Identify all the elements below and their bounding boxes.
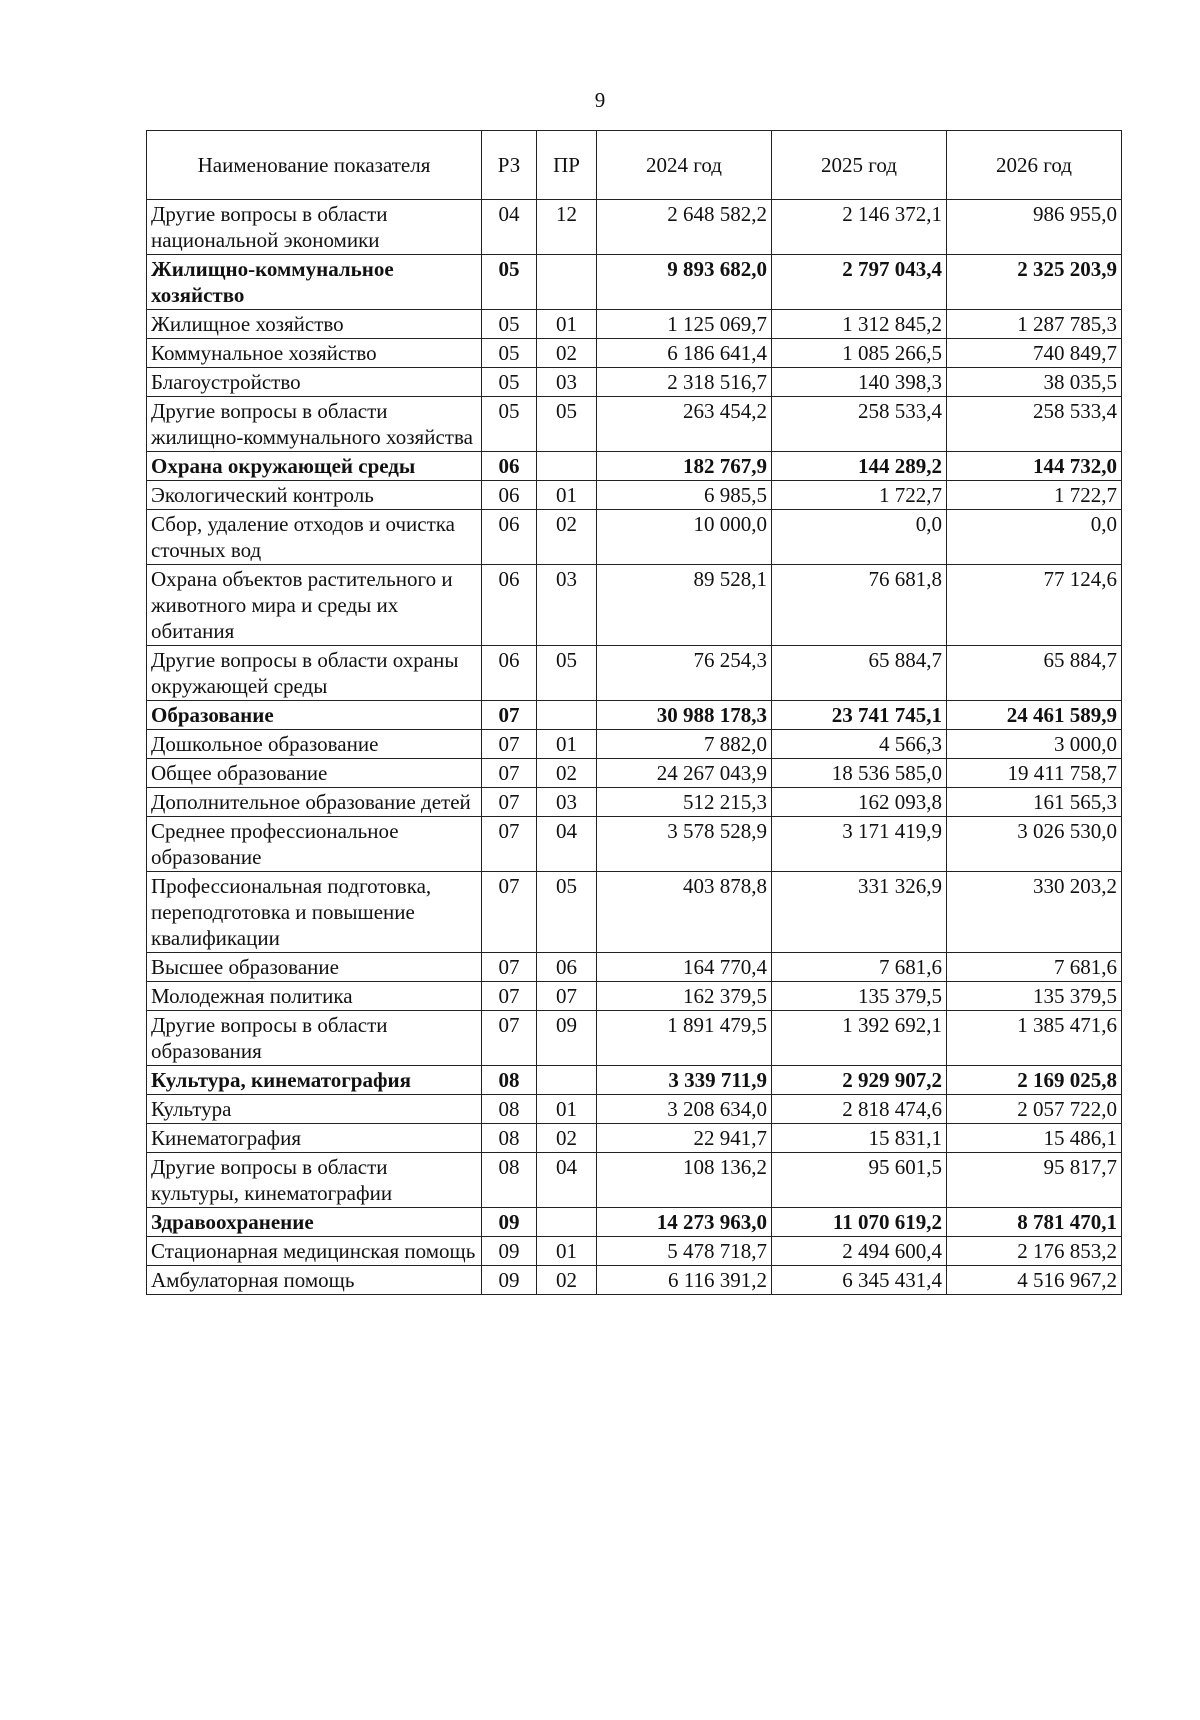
row-2025: 3 171 419,9 [772, 817, 947, 872]
row-pr: 03 [537, 368, 597, 397]
row-name: Сбор, удаление отходов и очистка сточных вод [147, 510, 482, 565]
row-rz: 08 [482, 1095, 537, 1124]
row-name: Молодежная политика [147, 982, 482, 1011]
row-2026: 1 287 785,3 [947, 310, 1122, 339]
row-2026: 38 035,5 [947, 368, 1122, 397]
row-pr: 02 [537, 1124, 597, 1153]
row-2025: 0,0 [772, 510, 947, 565]
row-name: Охрана окружающей среды [147, 452, 482, 481]
row-2024: 76 254,3 [597, 646, 772, 701]
table-body [147, 200, 1122, 1295]
table-row [147, 1237, 1122, 1266]
row-2026: 161 565,3 [947, 788, 1122, 817]
table-row [147, 646, 1122, 701]
row-2025: 1 392 692,1 [772, 1011, 947, 1066]
row-name: Здравоохранение [147, 1208, 482, 1237]
row-name: Среднее профессиональное образование [147, 817, 482, 872]
row-2026: 330 203,2 [947, 872, 1122, 953]
row-2024: 9 893 682,0 [597, 255, 772, 310]
row-2024: 1 125 069,7 [597, 310, 772, 339]
row-rz: 06 [482, 452, 537, 481]
row-rz: 05 [482, 397, 537, 452]
row-2025: 258 533,4 [772, 397, 947, 452]
row-2026: 986 955,0 [947, 200, 1122, 255]
row-2025: 2 797 043,4 [772, 255, 947, 310]
row-name: Охрана объектов растительного и животного мира и среды их обитания [147, 565, 482, 646]
row-2025: 76 681,8 [772, 565, 947, 646]
table-row [147, 872, 1122, 953]
row-2024: 162 379,5 [597, 982, 772, 1011]
table-row [147, 701, 1122, 730]
row-2025: 1 312 845,2 [772, 310, 947, 339]
row-2024: 108 136,2 [597, 1153, 772, 1208]
row-pr: 02 [537, 510, 597, 565]
row-name: Дополнительное образование детей [147, 788, 482, 817]
row-2025: 162 093,8 [772, 788, 947, 817]
row-name: Культура [147, 1095, 482, 1124]
row-name: Дошкольное образование [147, 730, 482, 759]
row-name: Стационарная медицинская помощь [147, 1237, 482, 1266]
row-rz: 08 [482, 1153, 537, 1208]
row-2024: 10 000,0 [597, 510, 772, 565]
header-pr: ПР [537, 131, 597, 200]
row-2026: 1 385 471,6 [947, 1011, 1122, 1066]
row-name: Кинематография [147, 1124, 482, 1153]
table-row [147, 817, 1122, 872]
table-header-row [147, 131, 1122, 200]
row-name: Образование [147, 701, 482, 730]
row-2025: 23 741 745,1 [772, 701, 947, 730]
row-2026: 0,0 [947, 510, 1122, 565]
row-2026: 2 169 025,8 [947, 1066, 1122, 1095]
row-2024: 22 941,7 [597, 1124, 772, 1153]
row-2024: 6 985,5 [597, 481, 772, 510]
row-name: Жилищно-коммунальное хозяйство [147, 255, 482, 310]
row-name: Другие вопросы в области культуры, кинематографии [147, 1153, 482, 1208]
row-name: Общее образование [147, 759, 482, 788]
row-2026: 8 781 470,1 [947, 1208, 1122, 1237]
row-rz: 06 [482, 510, 537, 565]
row-2026: 2 325 203,9 [947, 255, 1122, 310]
row-rz: 05 [482, 339, 537, 368]
row-rz: 08 [482, 1066, 537, 1095]
row-2025: 135 379,5 [772, 982, 947, 1011]
row-2025: 95 601,5 [772, 1153, 947, 1208]
table-row [147, 565, 1122, 646]
table-row [147, 982, 1122, 1011]
row-name: Другие вопросы в области национальной экономики [147, 200, 482, 255]
row-pr: 04 [537, 817, 597, 872]
row-2024: 1 891 479,5 [597, 1011, 772, 1066]
row-2026: 1 722,7 [947, 481, 1122, 510]
table-row [147, 368, 1122, 397]
row-rz: 07 [482, 1011, 537, 1066]
row-2025: 1 085 266,5 [772, 339, 947, 368]
row-pr: 03 [537, 788, 597, 817]
row-pr: 03 [537, 565, 597, 646]
row-2026: 2 176 853,2 [947, 1237, 1122, 1266]
row-name: Экологический контроль [147, 481, 482, 510]
row-2026: 24 461 589,9 [947, 701, 1122, 730]
row-pr: 01 [537, 481, 597, 510]
table-row [147, 1266, 1122, 1295]
table-row [147, 255, 1122, 310]
table-row [147, 1095, 1122, 1124]
row-2024: 30 988 178,3 [597, 701, 772, 730]
row-2026: 258 533,4 [947, 397, 1122, 452]
row-2026: 95 817,7 [947, 1153, 1122, 1208]
row-2025: 331 326,9 [772, 872, 947, 953]
row-2025: 2 818 474,6 [772, 1095, 947, 1124]
header-2024: 2024 год [597, 131, 772, 200]
row-2026: 2 057 722,0 [947, 1095, 1122, 1124]
row-name: Благоустройство [147, 368, 482, 397]
row-2024: 6 186 641,4 [597, 339, 772, 368]
row-2026: 740 849,7 [947, 339, 1122, 368]
row-2024: 3 208 634,0 [597, 1095, 772, 1124]
row-2024: 2 648 582,2 [597, 200, 772, 255]
row-rz: 04 [482, 200, 537, 255]
row-rz: 05 [482, 310, 537, 339]
header-2026: 2026 год [947, 131, 1122, 200]
row-2024: 182 767,9 [597, 452, 772, 481]
row-2025: 6 345 431,4 [772, 1266, 947, 1295]
row-pr [537, 452, 597, 481]
header-rz: РЗ [482, 131, 537, 200]
row-rz: 08 [482, 1124, 537, 1153]
table-row [147, 788, 1122, 817]
table-row [147, 730, 1122, 759]
row-2025: 2 494 600,4 [772, 1237, 947, 1266]
header-name: Наименование показателя [147, 131, 482, 200]
row-2025: 140 398,3 [772, 368, 947, 397]
budget-table [146, 130, 1122, 1295]
row-pr: 02 [537, 1266, 597, 1295]
row-2026: 3 000,0 [947, 730, 1122, 759]
row-pr: 04 [537, 1153, 597, 1208]
row-2025: 18 536 585,0 [772, 759, 947, 788]
row-2026: 19 411 758,7 [947, 759, 1122, 788]
row-name: Культура, кинематография [147, 1066, 482, 1095]
row-pr: 05 [537, 397, 597, 452]
row-pr: 01 [537, 1237, 597, 1266]
row-rz: 06 [482, 481, 537, 510]
row-2024: 3 578 528,9 [597, 817, 772, 872]
row-rz: 07 [482, 701, 537, 730]
row-2025: 11 070 619,2 [772, 1208, 947, 1237]
row-rz: 06 [482, 565, 537, 646]
row-name: Другие вопросы в области образования [147, 1011, 482, 1066]
row-pr: 06 [537, 953, 597, 982]
row-2025: 4 566,3 [772, 730, 947, 759]
row-2025: 144 289,2 [772, 452, 947, 481]
table-row [147, 1124, 1122, 1153]
row-2024: 89 528,1 [597, 565, 772, 646]
table-row [147, 759, 1122, 788]
row-2025: 2 929 907,2 [772, 1066, 947, 1095]
row-name: Коммунальное хозяйство [147, 339, 482, 368]
row-name: Профессиональная подготовка, переподготовка и повышение квалификации [147, 872, 482, 953]
row-2026: 4 516 967,2 [947, 1266, 1122, 1295]
row-2025: 65 884,7 [772, 646, 947, 701]
row-pr: 02 [537, 759, 597, 788]
row-2026: 3 026 530,0 [947, 817, 1122, 872]
header-2025: 2025 год [772, 131, 947, 200]
row-2026: 65 884,7 [947, 646, 1122, 701]
row-2026: 135 379,5 [947, 982, 1122, 1011]
row-2024: 5 478 718,7 [597, 1237, 772, 1266]
row-name: Амбулаторная помощь [147, 1266, 482, 1295]
row-pr: 01 [537, 310, 597, 339]
row-rz: 07 [482, 953, 537, 982]
row-pr [537, 1208, 597, 1237]
row-pr: 01 [537, 730, 597, 759]
row-rz: 06 [482, 646, 537, 701]
row-2026: 77 124,6 [947, 565, 1122, 646]
row-pr: 01 [537, 1095, 597, 1124]
row-2024: 2 318 516,7 [597, 368, 772, 397]
page-number: 9 [594, 88, 606, 112]
row-pr: 05 [537, 872, 597, 953]
row-name: Высшее образование [147, 953, 482, 982]
row-2024: 512 215,3 [597, 788, 772, 817]
row-rz: 05 [482, 368, 537, 397]
row-rz: 09 [482, 1266, 537, 1295]
table-row [147, 339, 1122, 368]
table-row [147, 953, 1122, 982]
row-pr: 12 [537, 200, 597, 255]
table-row [147, 481, 1122, 510]
row-2026: 144 732,0 [947, 452, 1122, 481]
row-rz: 07 [482, 788, 537, 817]
row-2025: 15 831,1 [772, 1124, 947, 1153]
row-rz: 05 [482, 255, 537, 310]
row-2026: 7 681,6 [947, 953, 1122, 982]
row-rz: 07 [482, 982, 537, 1011]
table-row [147, 452, 1122, 481]
row-rz: 07 [482, 759, 537, 788]
row-2024: 24 267 043,9 [597, 759, 772, 788]
table-row [147, 1208, 1122, 1237]
row-2024: 7 882,0 [597, 730, 772, 759]
row-pr: 09 [537, 1011, 597, 1066]
table-row [147, 1066, 1122, 1095]
table-row [147, 200, 1122, 255]
row-rz: 09 [482, 1237, 537, 1266]
table-row [147, 1011, 1122, 1066]
row-pr: 05 [537, 646, 597, 701]
row-rz: 09 [482, 1208, 537, 1237]
row-pr [537, 701, 597, 730]
row-rz: 07 [482, 730, 537, 759]
row-rz: 07 [482, 872, 537, 953]
row-2024: 164 770,4 [597, 953, 772, 982]
row-2025: 2 146 372,1 [772, 200, 947, 255]
row-pr: 07 [537, 982, 597, 1011]
row-2025: 7 681,6 [772, 953, 947, 982]
row-2026: 15 486,1 [947, 1124, 1122, 1153]
table-row [147, 510, 1122, 565]
row-rz: 07 [482, 817, 537, 872]
row-2025: 1 722,7 [772, 481, 947, 510]
row-pr [537, 1066, 597, 1095]
table-row [147, 310, 1122, 339]
row-2024: 14 273 963,0 [597, 1208, 772, 1237]
row-2024: 263 454,2 [597, 397, 772, 452]
row-pr: 02 [537, 339, 597, 368]
row-name: Другие вопросы в области жилищно-коммунального хозяйства [147, 397, 482, 452]
row-name: Жилищное хозяйство [147, 310, 482, 339]
row-2024: 6 116 391,2 [597, 1266, 772, 1295]
row-2024: 403 878,8 [597, 872, 772, 953]
table-row [147, 1153, 1122, 1208]
row-2024: 3 339 711,9 [597, 1066, 772, 1095]
row-name: Другие вопросы в области охраны окружающей среды [147, 646, 482, 701]
table-row [147, 397, 1122, 452]
row-pr [537, 255, 597, 310]
